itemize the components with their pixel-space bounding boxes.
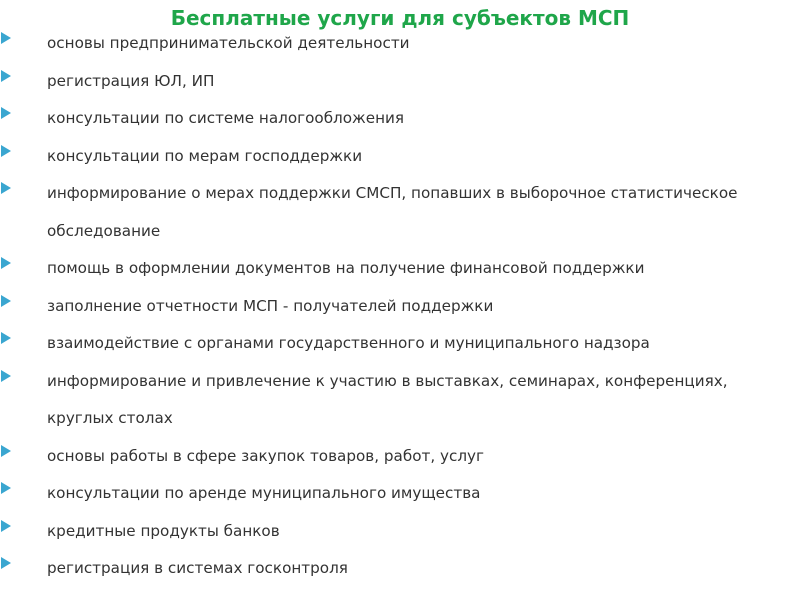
list-item <box>0 325 800 363</box>
list-item-text: регистрация в системах госконтроля <box>47 559 348 577</box>
triangle-right-icon <box>1 332 11 344</box>
triangle-right-icon <box>1 107 11 119</box>
triangle-right-icon <box>1 182 11 194</box>
slide-title: Бесплатные услуги для субъектов МСП <box>170 6 630 30</box>
triangle-right-icon <box>1 370 11 382</box>
triangle-right-icon <box>1 70 11 82</box>
list-item-text: кредитные продукты банков <box>47 521 280 540</box>
list-item-text: основы работы в сфере закупок товаров, работ, услуг <box>47 446 484 465</box>
list-item <box>0 513 800 551</box>
triangle-right-icon <box>1 520 11 532</box>
list-item <box>0 63 800 101</box>
list-item <box>0 438 800 476</box>
list-item <box>0 138 800 176</box>
list-item-text: консультации по мерам господдержки <box>47 146 363 165</box>
list-item-text: основы предпринимательской деятельности <box>47 34 410 52</box>
list-item-text: консультации по аренде муниципального имущества <box>47 484 481 502</box>
list-item-text: консультации по системе налогообложения <box>47 109 405 127</box>
triangle-right-icon <box>1 557 11 569</box>
list-item <box>0 100 800 138</box>
list-item-text: помощь в оформлении документов на получение финансовой поддержки <box>47 259 645 277</box>
list-item-text: информирование и привлечение к участию в выставках, семинарах, конференциях, круглых столах <box>47 371 728 427</box>
list-item <box>0 250 800 288</box>
services-list <box>0 25 800 588</box>
triangle-right-icon <box>1 32 11 44</box>
triangle-right-icon <box>1 295 11 307</box>
triangle-right-icon <box>1 257 11 269</box>
triangle-right-icon <box>1 145 11 157</box>
list-item-text: информирование о мерах поддержки СМСП, попавших в выборочное статистическое обследование <box>47 184 738 240</box>
list-item-text: взаимодействие с органами государственного и муниципального надзора <box>47 334 650 352</box>
list-item-text: заполнение отчетности МСП - получателей поддержки <box>47 296 494 315</box>
list-item <box>0 475 800 513</box>
list-item-text: регистрация ЮЛ, ИП <box>47 71 215 90</box>
list-item <box>0 175 800 250</box>
list-item <box>0 550 800 588</box>
triangle-right-icon <box>1 445 11 457</box>
triangle-right-icon <box>1 482 11 494</box>
list-item <box>0 288 800 326</box>
list-item <box>0 363 800 438</box>
